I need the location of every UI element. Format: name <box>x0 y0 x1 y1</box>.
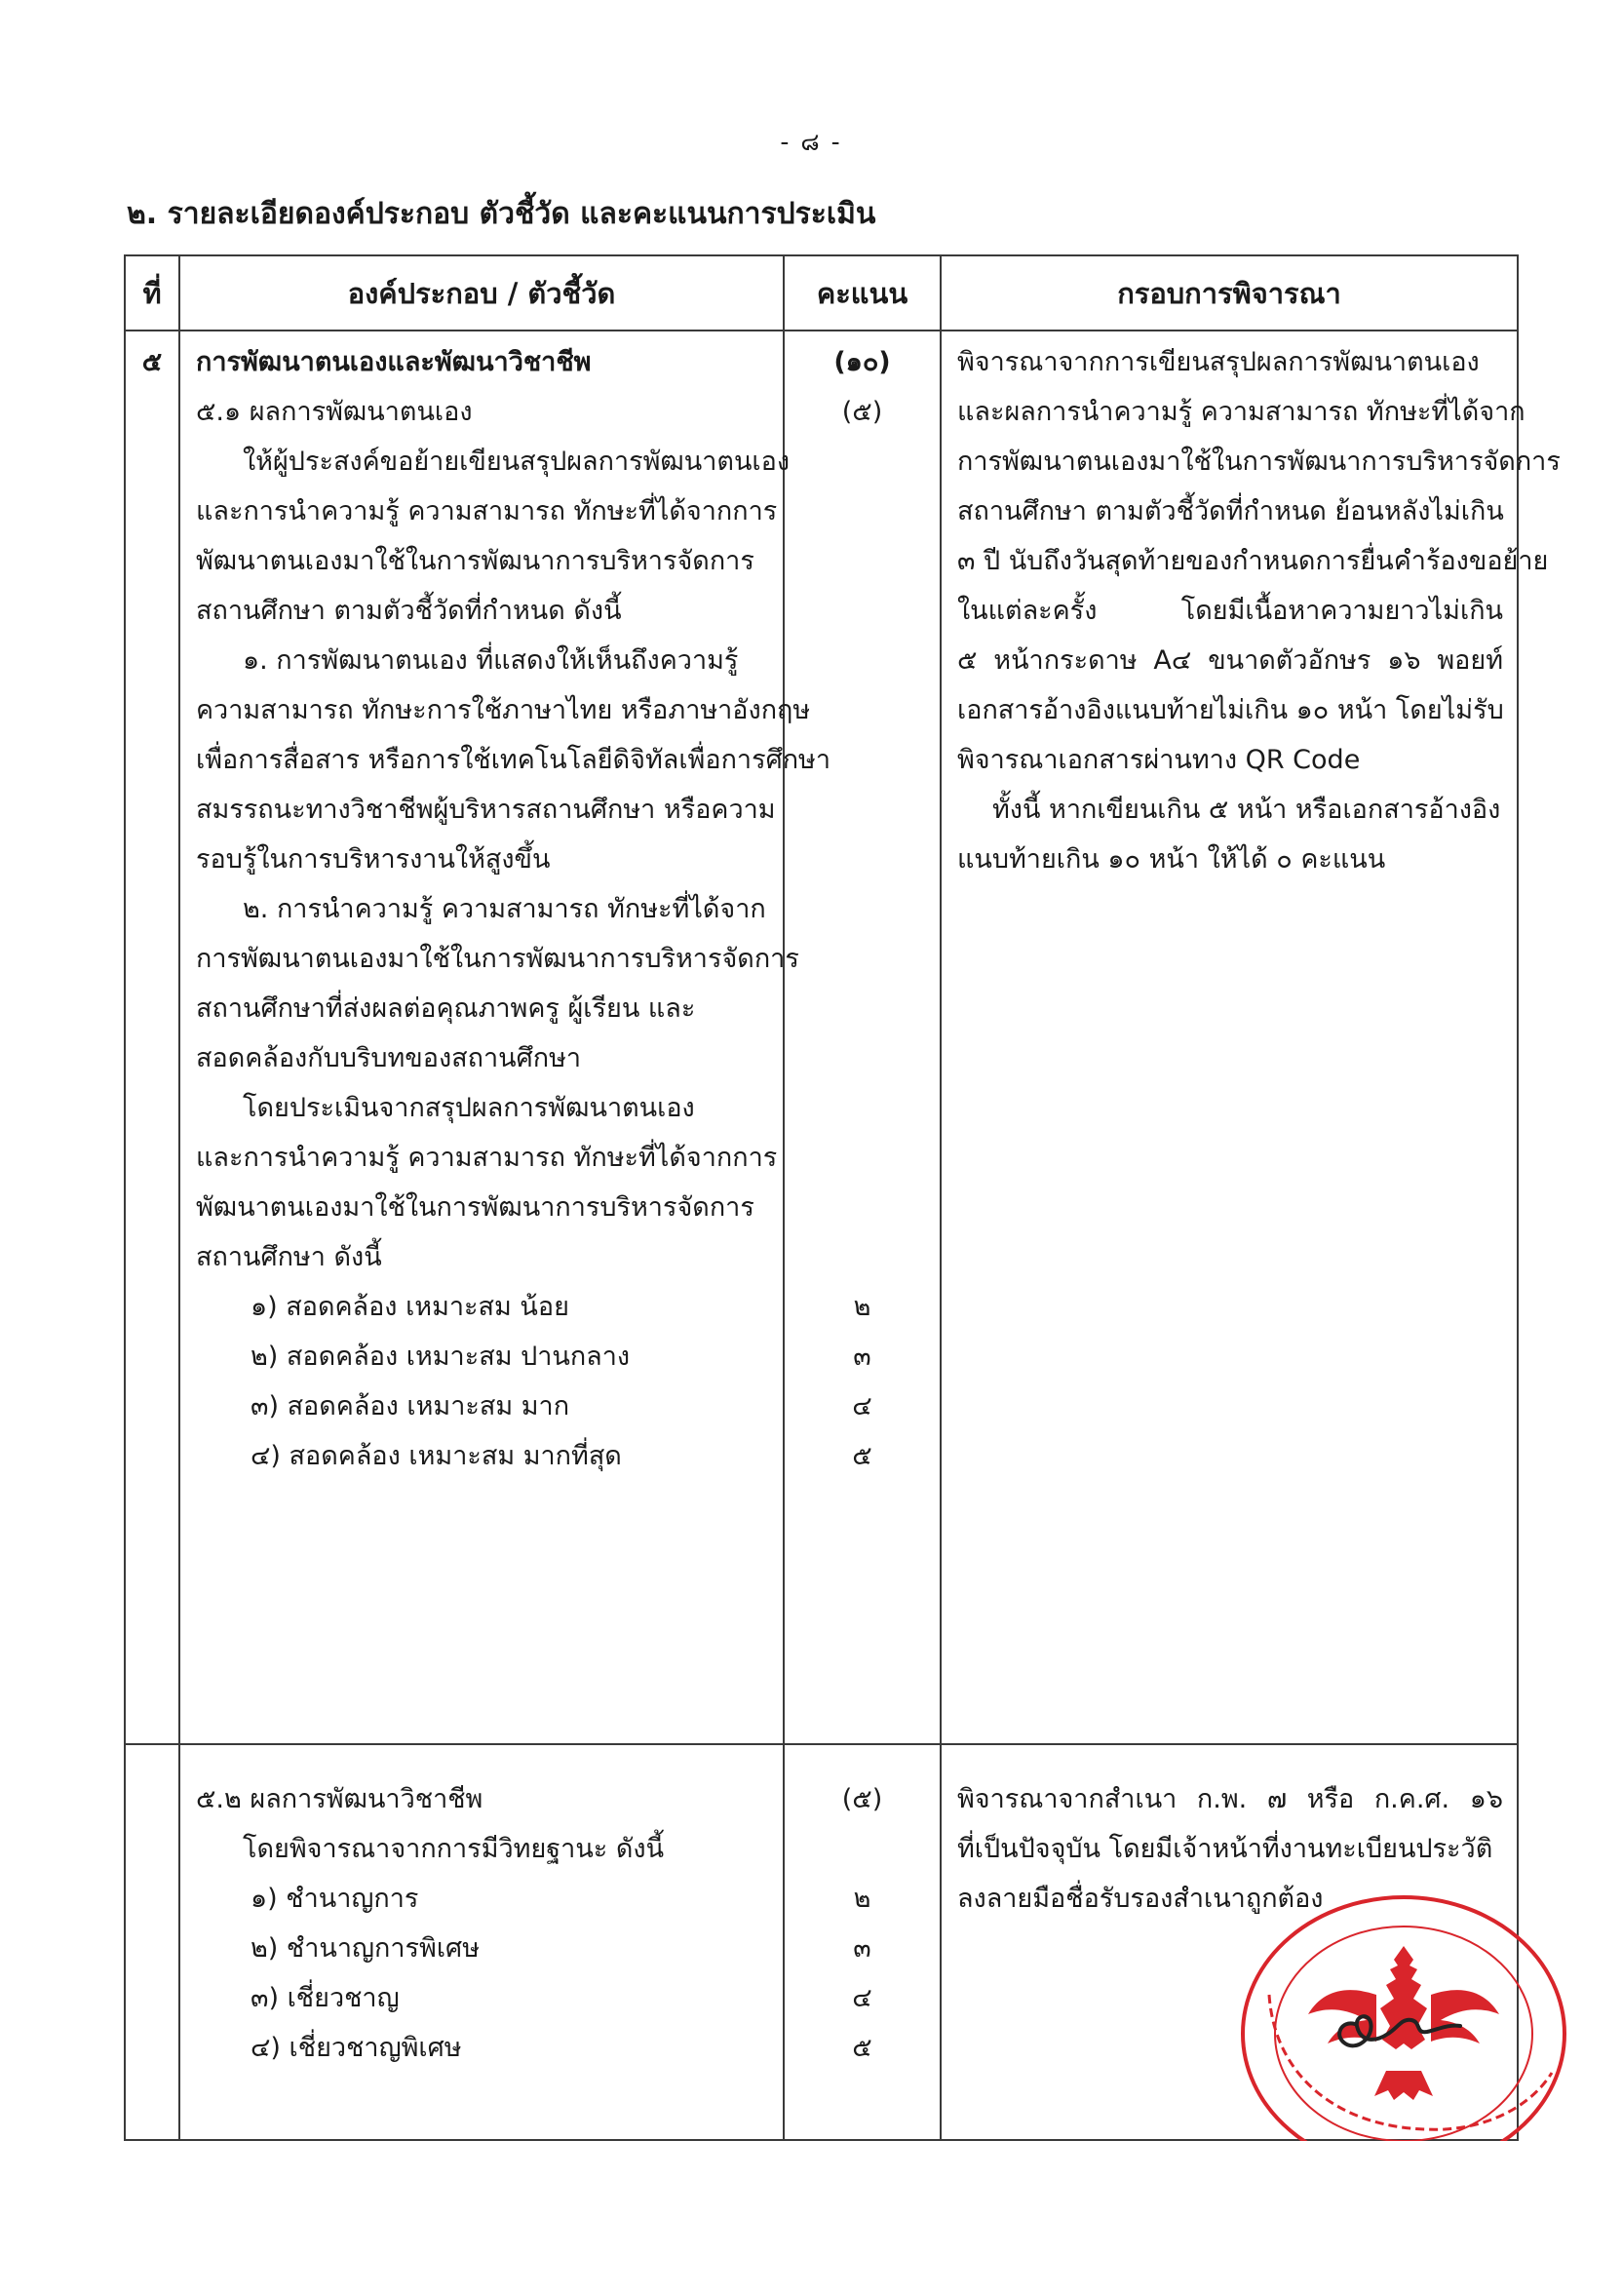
row-number-cell <box>125 331 179 1744</box>
criteria-line: พิจารณาจากการเขียนสรุปผลการพัฒนาตนเอง <box>957 347 1480 377</box>
level-item: ๓) สอดคล้อง เหมาะสม มาก <box>251 1391 570 1421</box>
criteria-cell <box>941 1744 1518 2140</box>
level-score: ๔ <box>852 1983 872 2014</box>
score-cell <box>784 1744 941 2140</box>
level-score: ๔ <box>852 1391 872 1421</box>
component-cell <box>179 331 831 1744</box>
row-number-cell <box>125 1744 179 2140</box>
level-score: ๒ <box>853 1884 871 1915</box>
item-line: เพื่อการสื่อสาร หรือการใช้เทคโนโลยีดิจิทัลเพื่อการศึกษา <box>196 745 831 775</box>
intro-line: สถานศึกษา ตามตัวชี้วัดที่กำหนด ดังนี้ <box>196 596 622 626</box>
item-line: ๒. การนำความรู้ ความสามารถ ทักษะที่ได้จาก <box>243 894 766 924</box>
level-score: ๒ <box>853 1292 871 1322</box>
criteria-cell <box>941 331 1561 1744</box>
criteria-line: ในแต่ละครั้ง โดยมีเนื้อหาความยาวไม่เกิน <box>957 596 1503 626</box>
total-score: (๑๐) <box>833 347 891 377</box>
page-number: - ๘ - <box>780 128 842 156</box>
level-item: ๑) สอดคล้อง เหมาะสม น้อย <box>251 1292 569 1322</box>
intro-line: โดยพิจารณาจากการมีวิทยฐานะ ดังนี้ <box>243 1834 665 1865</box>
criteria-line: และผลการนำความรู้ ความสามารถ ทักษะที่ได้จาก <box>957 397 1525 427</box>
level-item: ๒) สอดคล้อง เหมาะสม ปานกลาง <box>251 1342 631 1372</box>
criteria-line: พิจารณาจากสำเนา ก.พ. ๗ หรือ ก.ค.ศ. ๑๖ <box>957 1784 1503 1815</box>
intro-line: ให้ผู้ประสงค์ขอย้ายเขียนสรุปผลการพัฒนาตนเอง <box>243 447 791 477</box>
header-component: องค์ประกอบ / ตัวชี้วัด <box>179 255 784 331</box>
evaluation-line: และการนำความรู้ ความสามารถ ทักษะที่ได้จากการ <box>196 1143 778 1173</box>
level-item: ๔) สอดคล้อง เหมาะสม มากที่สุด <box>251 1441 622 1471</box>
level-score: ๕ <box>852 2033 872 2064</box>
component-cell <box>179 1744 784 2140</box>
evaluation-line: สถานศึกษา ดังนี้ <box>196 1242 382 1272</box>
criteria-table <box>124 254 1561 2141</box>
level-item: ๓) เชี่ยวชาญ <box>251 1983 400 2014</box>
level-item: ๒) ชำนาญการพิเศษ <box>251 1933 480 1965</box>
item-line: ๑. การพัฒนาตนเอง ที่แสดงให้เห็นถึงความรู้ <box>243 645 739 676</box>
level-item: ๑) ชำนาญการ <box>251 1884 419 1915</box>
score-cell <box>784 331 941 1744</box>
item-line: สถานศึกษาที่ส่งผลต่อคุณภาพครู ผู้เรียน และ <box>196 993 696 1024</box>
level-score: ๓ <box>853 1933 871 1965</box>
intro-line: และการนำความรู้ ความสามารถ ทักษะที่ได้จากการ <box>196 496 778 526</box>
criteria-note-line: แนบท้ายเกิน ๑๐ หน้า ให้ได้ ๐ คะแนน <box>957 844 1386 875</box>
criteria-line: ๓ ปี นับถึงวันสุดท้ายของกำหนดการยื่นคำร้องขอย้าย <box>957 546 1549 576</box>
sub-indicator-title: ๕.๒ ผลการพัฒนาวิชาชีพ <box>196 1784 483 1815</box>
sub-score: (๕) <box>841 1784 883 1815</box>
table-row <box>125 331 1518 1744</box>
item-line: ความสามารถ ทักษะการใช้ภาษาไทย หรือภาษาอังกฤษ <box>196 695 811 725</box>
criteria-line: ที่เป็นปัจจุบัน โดยมีเจ้าหน้าที่งานทะเบียนประวัติ <box>957 1834 1493 1865</box>
section-title: ๒. รายละเอียดองค์ประกอบ ตัวชี้วัด และคะแนนการประเมิน <box>127 197 876 231</box>
criteria-line: ๕ หน้ากระดาษ A๔ ขนาดตัวอักษร ๑๖ พอยท์ <box>957 645 1503 676</box>
evaluation-line: พัฒนาตนเองมาใช้ในการพัฒนาการบริหารจัดการ <box>196 1192 754 1223</box>
intro-line: พัฒนาตนเองมาใช้ในการพัฒนาการบริหารจัดการ <box>196 546 754 576</box>
sub-indicator-title: ๕.๑ ผลการพัฒนาตนเอง <box>196 397 473 427</box>
item-line: การพัฒนาตนเองมาใช้ในการพัฒนาการบริหารจัดการ <box>196 944 799 974</box>
criteria-line: สถานศึกษา ตามตัวชี้วัดที่กำหนด ย้อนหลังไม่เกิน <box>957 496 1504 526</box>
table-row <box>125 1744 1518 2140</box>
item-line: สอดคล้องกับบริบทของสถานศึกษา <box>196 1043 582 1073</box>
component-title: การพัฒนาตนเองและพัฒนาวิชาชีพ <box>196 347 592 377</box>
criteria-line: การพัฒนาตนเองมาใช้ในการพัฒนาการบริหารจัดการ <box>957 447 1561 477</box>
sub-score: (๕) <box>841 397 883 427</box>
header-no: ที่ <box>125 255 179 331</box>
criteria-line: พิจารณาเอกสารผ่านทาง QR Code <box>957 745 1361 775</box>
item-line: รอบรู้ในการบริหารงานให้สูงขึ้น <box>196 844 551 875</box>
criteria-note-line: ทั้งนี้ หากเขียนเกิน ๕ หน้า หรือเอกสารอ้างอิง <box>992 795 1501 825</box>
level-score: ๓ <box>853 1342 871 1372</box>
level-item: ๔) เชี่ยวชาญพิเศษ <box>251 2033 462 2064</box>
header-criteria: กรอบการพิจารณา <box>941 255 1518 331</box>
header-score: คะแนน <box>784 255 941 331</box>
evaluation-line: โดยประเมินจากสรุปผลการพัฒนาตนเอง <box>243 1093 695 1123</box>
criteria-line: เอกสารอ้างอิงแนบท้ายไม่เกิน ๑๐ หน้า โดยไม่รับ <box>957 695 1504 725</box>
level-score: ๕ <box>852 1441 872 1471</box>
criteria-line: ลงลายมือชื่อรับรองสำเนาถูกต้อง <box>957 1884 1324 1915</box>
table-header-row <box>125 255 1518 331</box>
row-number: ๕ <box>141 347 163 377</box>
item-line: สมรรถนะทางวิชาชีพผู้บริหารสถานศึกษา หรือความ <box>196 795 776 825</box>
